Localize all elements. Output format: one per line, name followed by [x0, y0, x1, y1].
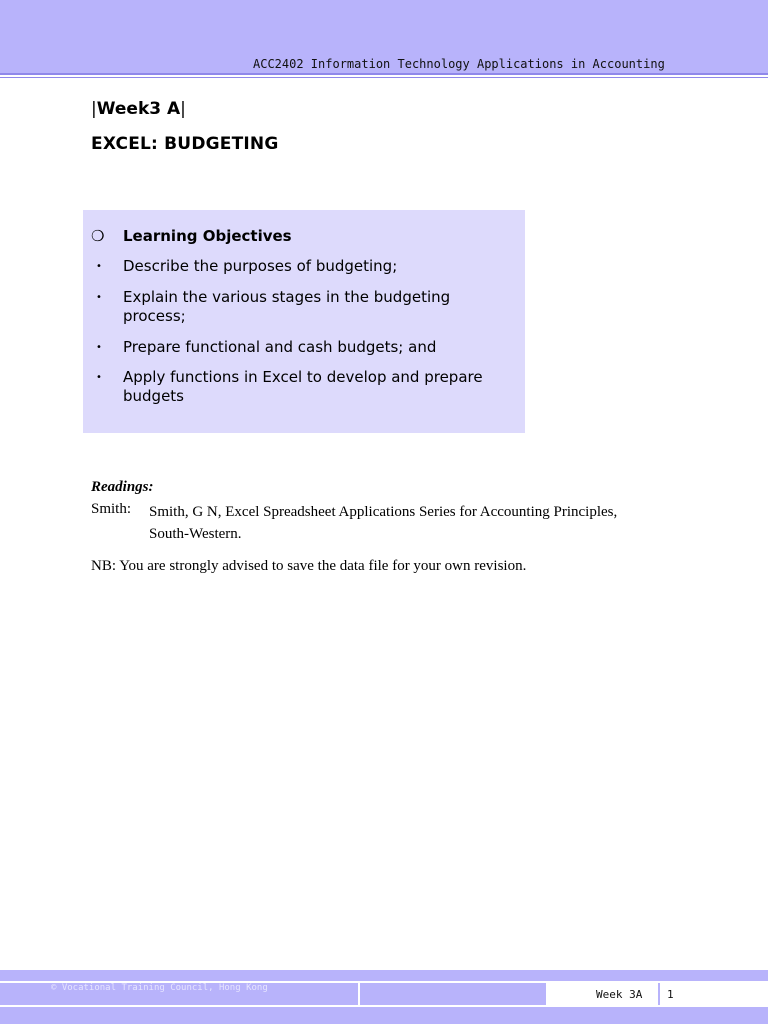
circle-bullet-icon: ❍ — [91, 227, 105, 245]
readings-label: Readings: — [91, 479, 154, 495]
footer-copyright: © Vocational Training Council, Hong Kong — [51, 983, 268, 993]
reference-author: Smith: — [91, 501, 132, 517]
objective-text: Describe the purposes of budgeting; — [123, 257, 398, 275]
footer-week: Week 3A — [596, 988, 643, 1001]
footer-divider — [358, 983, 360, 1005]
objective-text: Apply functions in Excel to develop and prepare budgets — [123, 368, 483, 405]
objective-text: Explain the various stages in the budgeting process; — [123, 288, 451, 325]
page-number: 1 — [667, 988, 674, 1001]
bullet-icon: • — [96, 292, 102, 303]
week-label-text: Week3 A — [96, 99, 181, 119]
bullet-icon: • — [96, 342, 102, 353]
header-rule-thin — [0, 77, 768, 78]
footer-band-top — [0, 970, 768, 981]
note-text: NB: You are strongly advised to save the data file for your own revision. — [91, 558, 527, 574]
objectives-heading-text: Learning Objectives — [123, 227, 292, 245]
bullet-icon: • — [96, 372, 102, 383]
footer-band-bottom — [0, 1007, 768, 1024]
course-title: ACC2402 Information Technology Applications in Accounting — [253, 57, 665, 71]
bullet-icon: • — [96, 261, 102, 272]
footer — [0, 981, 768, 1005]
week-label: |Week3 A| — [91, 99, 186, 119]
footer-page-cell — [660, 983, 768, 1005]
header-band — [0, 0, 768, 73]
objectives-heading — [91, 227, 292, 245]
reference-text: Smith, G N, Excel Spreadsheet Applications Series for Accounting Principles, South-Western. — [149, 504, 618, 542]
objective-text: Prepare functional and cash budgets; and — [123, 338, 437, 356]
header-rule — [0, 73, 768, 75]
learning-objectives-box — [83, 210, 525, 433]
page-title: EXCEL: BUDGETING — [91, 134, 279, 154]
